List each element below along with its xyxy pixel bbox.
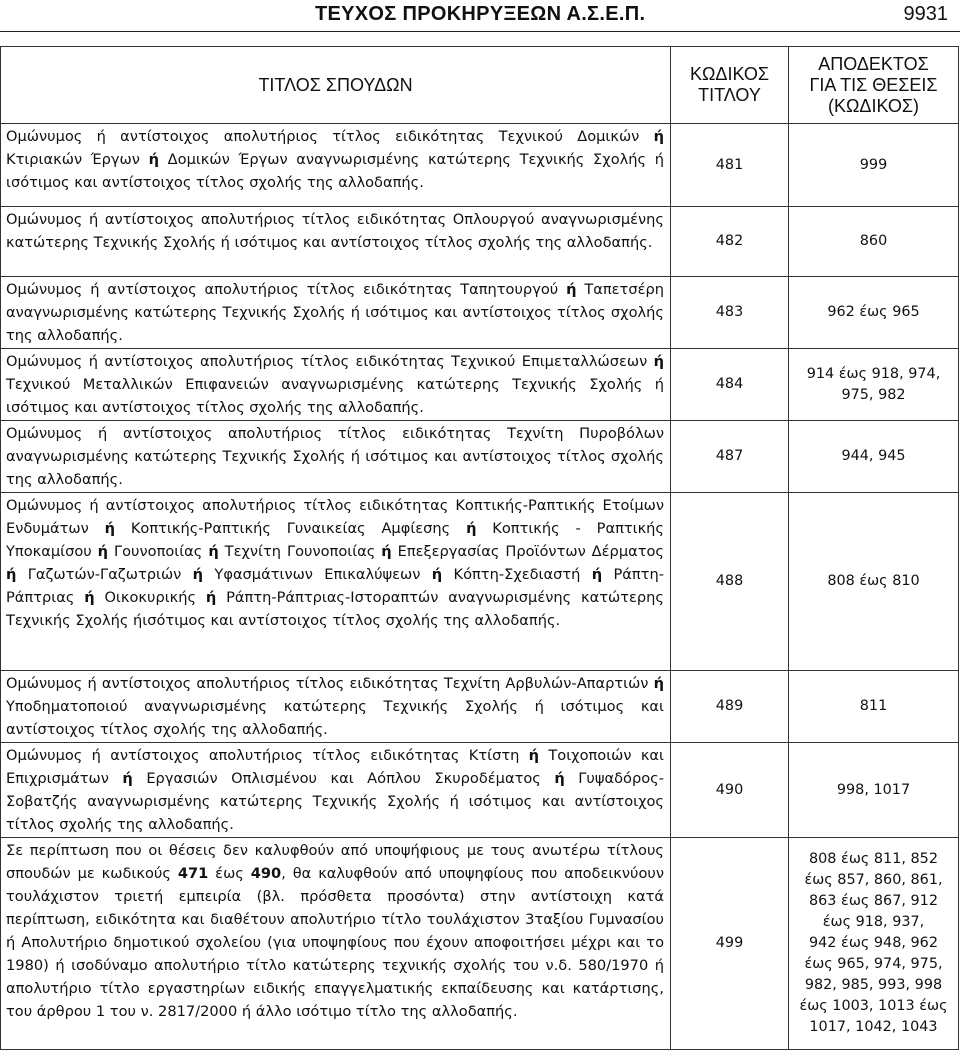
title-text-segment: Υφασμάτινων Επικαλύψεων: [203, 566, 432, 583]
degree-code: 488: [671, 493, 789, 671]
accepted-positions-line: 998, 1017: [836, 781, 911, 798]
accepted-positions-line: έως 918, 937,: [822, 914, 925, 930]
title-text-segment: Ομώνυμος ή αντίστοιχος απολυτήριος τίτλος ειδικότητας Τεχνικού Δομικών: [6, 128, 654, 145]
accepted-positions-line: έως 965, 974, 975,: [804, 956, 943, 972]
qualifications-table: [0, 46, 959, 1050]
degree-title-cell: [1, 671, 671, 743]
column-header-code: [671, 47, 789, 124]
table-row: [1, 277, 959, 349]
table-row: [1, 421, 959, 493]
title-text-segment: Κοπτικής-Ραπτικής Γυναικείας Αμφίεσης: [115, 520, 467, 537]
accepted-positions-line: έως 1003, 1013 έως: [799, 998, 948, 1014]
title-text-segment: Υποδηματοποιού αναγνωρισμένης κατώτερης Τεχνικής Σχολής ή ισότιμος και αντίστοιχος τίτλος σχολής της αλλοδαπής.: [6, 698, 664, 738]
emphasis-text: ή: [381, 543, 392, 560]
accepted-positions-cell: [789, 493, 959, 671]
column-header-code-line: ΤΙΤΛΟΥ: [698, 85, 761, 105]
emphasis-text: ή: [84, 589, 95, 606]
accepted-positions-cell: [789, 277, 959, 349]
accepted-positions-cell: [789, 838, 959, 1050]
table-row: [1, 207, 959, 277]
title-text-segment: Ομώνυμος ή αντίστοιχος απολυτήριος τίτλος ειδικότητας Τεχνίτη Πυροβόλων αναγνωρισμένης κατώτερης Τεχνικής Σχολής ή ισότιμος και αντίστοιχος τίτλος σχολής της αλλοδαπής.: [6, 425, 664, 488]
issue-title: ΤΕΥΧΟΣ ΠΡΟΚΗΡΥΞΕΩΝ Α.Σ.Ε.Π.: [315, 3, 646, 25]
degree-code: 482: [671, 207, 789, 277]
table-row: [1, 493, 959, 671]
degree-title-text: [6, 493, 664, 633]
title-text-segment: Κόπτη-Σχεδιαστή: [442, 566, 592, 583]
degree-code: 481: [671, 124, 789, 207]
degree-code: 484: [671, 349, 789, 421]
emphasis-text: ή: [591, 566, 603, 583]
title-text-segment: Ομώνυμος ή αντίστοιχος απολυτήριος τίτλος ειδικότητας Τεχνικού Επιμεταλλώσεων: [6, 353, 654, 370]
emphasis-text: ή: [653, 353, 664, 370]
title-text-segment: Τεχνικού Μεταλλικών Επιφανειών αναγνωρισμένης κατώτερης Τεχνικής Σχολής ή ισότιμος και αντίστοιχος τίτλος σχολής της αλλοδαπής.: [6, 376, 664, 416]
accepted-positions-cell: [789, 349, 959, 421]
degree-title-cell: [1, 493, 671, 671]
degree-code: 499: [671, 838, 789, 1050]
degree-title-cell: [1, 124, 671, 207]
column-header-code-line: ΚΩΔΙΚΟΣ: [689, 64, 770, 84]
accepted-positions-line: 944, 945: [841, 448, 906, 464]
accepted-positions-cell: [789, 421, 959, 493]
column-header-title: ΤΙΤΛΟΣ ΣΠΟΥΔΩΝ: [1, 47, 671, 124]
emphasis-text: ή: [653, 675, 664, 692]
emphasis-text: ή: [528, 747, 540, 764]
degree-title-cell: [1, 277, 671, 349]
degree-title-cell: [1, 349, 671, 421]
title-text-segment: Ομώνυμος ή αντίστοιχος απολυτήριος τίτλος ειδικότητας Ταπητουργού: [6, 281, 567, 298]
column-header-positions-line: ΓΙΑ ΤΙΣ ΘΕΣΕΙΣ: [809, 74, 938, 95]
title-text-segment: Γυψαδόρος- Σοβατζής αναγνωρισμένης κατώτερης Τεχνικής Σχολής ή ισότιμος και αντίστοιχος τίτλος σχολής της αλλοδαπής.: [6, 770, 665, 833]
title-text-segment: Εργασιών Οπλισμένου και Αόπλου Σκυροδέματος: [132, 770, 555, 787]
emphasis-text: ή: [566, 281, 577, 298]
title-text-segment: Ράπτη-Ράπτριας: [6, 566, 664, 606]
column-header-positions-line: ΑΠΟΔΕΚΤΟΣ: [818, 53, 929, 74]
emphasis-text: ή: [466, 520, 477, 537]
column-header-positions-line: (ΚΩΔΙΚΟΣ): [827, 95, 920, 116]
accepted-positions-line: 860: [859, 233, 888, 249]
degree-code: 487: [671, 421, 789, 493]
title-text-segment: Επεξεργασίας Προϊόντων Δέρματος: [391, 543, 664, 560]
title-text-segment: Ομώνυμος ή αντίστοιχος απολυτήριος τίτλος ειδικότητας Τεχνίτη Αρβυλών-Απαρτιών: [6, 675, 654, 692]
emphasis-text: ή: [192, 566, 204, 583]
title-text-segment: Κοπτικής - Ραπτικής Υποκαμίσου: [6, 520, 664, 560]
accepted-positions-line: 811: [859, 698, 888, 714]
degree-code: 490: [671, 743, 789, 838]
accepted-positions-line: 942 έως 948, 962: [809, 935, 938, 951]
degree-title-text: [6, 207, 664, 255]
accepted-positions-cell: [789, 671, 959, 743]
title-text-segment: Ομώνυμος ή αντίστοιχος απολυτήριος τίτλος ειδικότητας Οπλουργού αναγνωρισμένης κατώτερης Τεχνικής Σχολής ή ισότιμος και αντίστοιχος τίτλος σχολής της αλλοδαπής.: [6, 211, 664, 251]
degree-code: 483: [671, 277, 789, 349]
emphasis-text: 471: [177, 865, 209, 882]
accepted-positions-line: 914 έως 918, 974,: [806, 365, 941, 382]
table-body: [1, 124, 959, 1050]
degree-code: 489: [671, 671, 789, 743]
title-text-segment: Γαζωτών-Γαζωτριών: [16, 566, 193, 583]
emphasis-text: ή: [208, 543, 219, 560]
accepted-positions-line: 1017, 1042, 1043: [809, 1019, 938, 1035]
accepted-positions-line: 808 έως 810: [827, 573, 920, 589]
header-rule: [0, 31, 960, 32]
accepted-positions-cell: [789, 207, 959, 277]
table-row: [1, 838, 959, 1050]
page-number: 9931: [903, 3, 948, 25]
accepted-positions-line: έως 857, 860, 861,: [804, 872, 943, 888]
title-text-segment: , θα καλυφθούν από υποψηφίους που αποδεικνύουν τουλάχιστον τριετή εμπειρία (βλ. πρόσθετα προσόντα) στην αντίστοιχη κατά περίπτωση, ειδικότητα και διαθέτουν απολυτήριο τίτλο τουλάχιστον 3ταξίου Γυμνασίου ή Απολυτήριο δημοτικού σχολείου (για υποψηφίους που έχουν αποφοιτήσει μέχρι και το 1980) ή ισοδύναμο απολυτήριο τίτλο κατώτερης τεχνικής σχολής του ν.δ. 580/1970 ή απολυτήριο τίτλο εργαστηρίων ειδικής επαγγελματικής εκπαίδευσης και κατάρτισης, του άρθρου 1 του ν. 2817/2000 ή άλλο ισότιμο τίτλο της αλλοδαπής.: [6, 865, 665, 1020]
emphasis-text: ή: [653, 128, 664, 145]
title-text-segment: Ομώνυμος ή αντίστοιχος απολυτήριος τίτλος ειδικότητας Κοπτικής-Ραπτικής Ετοίμων Ενδυμάτων: [6, 497, 664, 537]
emphasis-text: 490: [250, 865, 282, 882]
degree-title-text: [6, 124, 664, 195]
degree-title-text: [6, 421, 664, 492]
title-text-segment: Σε περίπτωση που οι θέσεις δεν καλυφθούν από υποψήφιους με τους ανωτέρω τίτλους σπουδών με κωδικούς: [6, 842, 664, 882]
table-row: [1, 671, 959, 743]
title-text-segment: Κτιριακών Έργων: [6, 151, 149, 168]
accepted-positions-line: 962 έως 965: [827, 304, 920, 320]
column-header-positions: [789, 47, 959, 124]
degree-title-text: [6, 671, 664, 742]
accepted-positions-line: 808 έως 811, 852: [809, 851, 938, 867]
degree-title-text: [6, 838, 664, 1024]
title-text-segment: Τοιχοποιών και Επιχρισμάτων: [6, 747, 664, 787]
degree-title-text: [6, 349, 664, 420]
emphasis-text: ή: [104, 520, 116, 537]
degree-title-cell: [1, 421, 671, 493]
title-text-segment: Οικοκυρικής: [94, 589, 206, 606]
title-text-segment: Δομικών Έργων αναγνωρισμένης κατώτερης Τεχνικής Σχολής ή ισότιμος και αντίστοιχος τίτλος σχολής της αλλοδαπής.: [6, 151, 665, 191]
title-text-segment: Ταπετσέρη αναγνωρισμένης κατώτερης Τεχνικής Σχολής ή ισότιμος και αντίστοιχος τίτλος σχολής της αλλοδαπής.: [6, 281, 664, 344]
emphasis-text: ή: [554, 770, 565, 787]
emphasis-text: ή: [431, 566, 443, 583]
degree-title-cell: [1, 838, 671, 1050]
degree-title-text: [6, 277, 664, 348]
degree-title-text: [6, 743, 664, 837]
table-row: [1, 743, 959, 838]
emphasis-text: ή: [97, 543, 109, 560]
emphasis-text: ή: [148, 151, 159, 168]
title-text-segment: έως: [208, 865, 251, 882]
emphasis-text: ή: [205, 589, 217, 606]
title-text-segment: Ράπτη-Ράπτριας-Ιστοραπτών αναγνωρισμένης κατώτερης Τεχνικής Σχολής ήισότιμος και αντίστοιχος τίτλος σχολής της αλλοδαπής.: [6, 589, 664, 629]
emphasis-text: ή: [6, 566, 17, 583]
emphasis-text: ή: [122, 770, 133, 787]
accepted-positions-cell: [789, 743, 959, 838]
degree-title-cell: [1, 207, 671, 277]
title-text-segment: Ομώνυμος ή αντίστοιχος απολυτήριος τίτλος ειδικότητας Κτίστη: [6, 747, 529, 764]
accepted-positions-cell: [789, 124, 959, 207]
table-row: [1, 124, 959, 207]
page-header: [0, 0, 960, 38]
accepted-positions-line: 999: [859, 156, 888, 173]
table-header-row: [1, 47, 959, 124]
degree-title-cell: [1, 743, 671, 838]
title-text-segment: Τεχνίτη Γουνοποιίας: [218, 543, 382, 560]
accepted-positions-line: 863 έως 867, 912: [809, 893, 938, 909]
title-text-segment: Γουνοποιίας: [108, 543, 209, 560]
accepted-positions-line: 975, 982: [841, 386, 906, 403]
accepted-positions-line: 982, 985, 993, 998: [804, 977, 943, 993]
table-row: [1, 349, 959, 421]
